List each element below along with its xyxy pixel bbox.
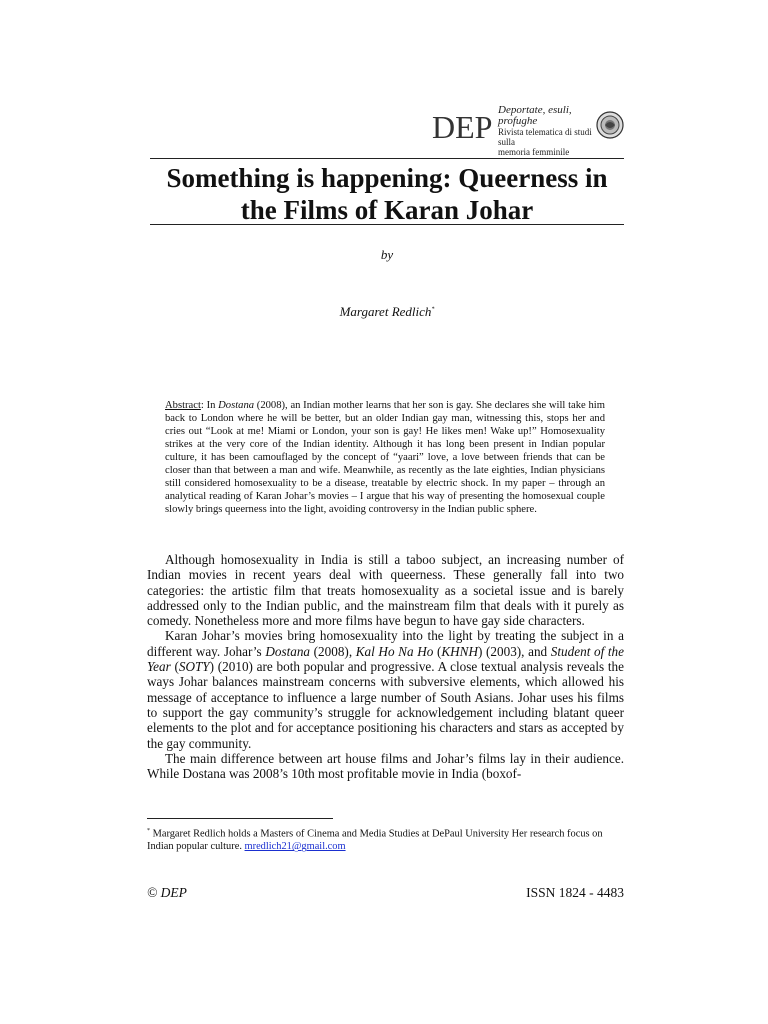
- p2-part-f: ) (2010) are both popular and progressive. A close textual analysis reveals the ways Johar balances mainstream concerns with subversive elements, which allowed his message of acceptance to influence a large number of South Asians. Johar uses his films to support the gay community’s struggle for acknowledgement including blatant queer elements to the plot and for acceptance positioning his characters and stars as accepted by the gay community.: [147, 659, 624, 751]
- footnote-rule: [147, 818, 333, 819]
- abstract-colon: : In: [200, 400, 219, 411]
- author-footnote-mark: *: [431, 306, 435, 313]
- journal-logo: [432, 103, 628, 157]
- footnote-text: Margaret Redlich holds a Masters of Cinema and Media Studies at DePaul University Her research focus on Indian popular culture.: [147, 828, 603, 853]
- logo-tagline: [498, 105, 594, 157]
- p2-part-e: (: [170, 659, 179, 675]
- logo-line-3: Rivista telematica di studi sulla: [498, 127, 592, 147]
- p2-part-b: (2008),: [310, 643, 356, 659]
- author-text: Margaret Redlich: [339, 304, 432, 319]
- paragraph-3: The main difference between art house films and Johar’s films lay in their audience. While Dostana was 2008’s 10th most profitable movie in India (boxof-: [147, 750, 624, 782]
- author-email-link[interactable]: mredlich21@gmail.com: [244, 841, 346, 853]
- title-top-rule: [150, 158, 624, 159]
- paragraph-1: Although homosexuality in India is still a taboo subject, an increasing number of Indian movies in recent years deal with queerness. These generally fall into two categories: the artistic film that treats homosexuality as a societal issue and is barely addressed only to the Indian public, and the mainstream film that deals with it purely as comedy. Nonetheless more and more films have begun to have gay side characters.: [147, 552, 624, 629]
- logo-line-1: Deportate, esuli,: [498, 104, 572, 116]
- footnote: [147, 825, 629, 853]
- paragraph-2: [147, 628, 624, 750]
- p2-part-a: Karan Johar’s movies bring homosexuality into the light by treating the subject in a different way. Johar’s: [147, 628, 624, 659]
- footer-issn: ISSN 1824 - 4483: [526, 885, 624, 900]
- p2-abbr-soty: SOTY: [178, 659, 210, 675]
- footer-copyright: © DEP: [147, 885, 187, 900]
- abstract-text: (2008), an Indian mother learns that her son is gay. She declares she will take him back to London where he will be better, but an older Indian gay man, witnessing this, stops her and cries out “Look at me! Miami or London, your son is gay! He likes men! Wake up!” Homosexuality strikes at the very core of the Indian identity. Although it has long been present in Indian popular culture, it has been camouflaged by the concept of “yaari” love, a love between friends that can be closer than that between a man and wife. Meanwhile, as recently as the late eighties, Indian physicians still considered homosexuality to be a disease, treatable by electric shock. In my paper – through an analytical reading of Karan Johar’s movies – I argue that his way of presenting the homosexual couple slowly brings queerness into the light, avoiding controversy in the Indian public sphere.: [165, 400, 605, 515]
- p2-film-khnh: Kal Ho Na Ho: [355, 643, 434, 659]
- article-title: Something is happening: Queerness in the Films of Karan Johar: [166, 163, 608, 225]
- author-name: [150, 304, 624, 320]
- body-text: [147, 552, 624, 781]
- footnote-mark: *: [147, 828, 150, 834]
- p2-abbr-khnh: KHNH: [441, 643, 478, 659]
- p2-film-dostana: Dostana: [265, 643, 311, 659]
- abstract-label: Abstract: [165, 400, 201, 411]
- byline: by: [380, 247, 394, 262]
- seal-icon: [596, 111, 624, 139]
- logo-line-2: profughe: [498, 115, 538, 127]
- title-bottom-rule: [150, 224, 624, 225]
- p2-part-c: (: [433, 643, 442, 659]
- abstract: [165, 399, 605, 516]
- p2-film-soty: Student of the Year: [147, 643, 624, 675]
- abstract-film-title: Dostana: [218, 400, 255, 411]
- p2-part-d: ) (2003), and: [478, 643, 551, 659]
- logo-line-4: memoria femminile: [498, 147, 570, 157]
- logo-text: DEP: [432, 109, 493, 145]
